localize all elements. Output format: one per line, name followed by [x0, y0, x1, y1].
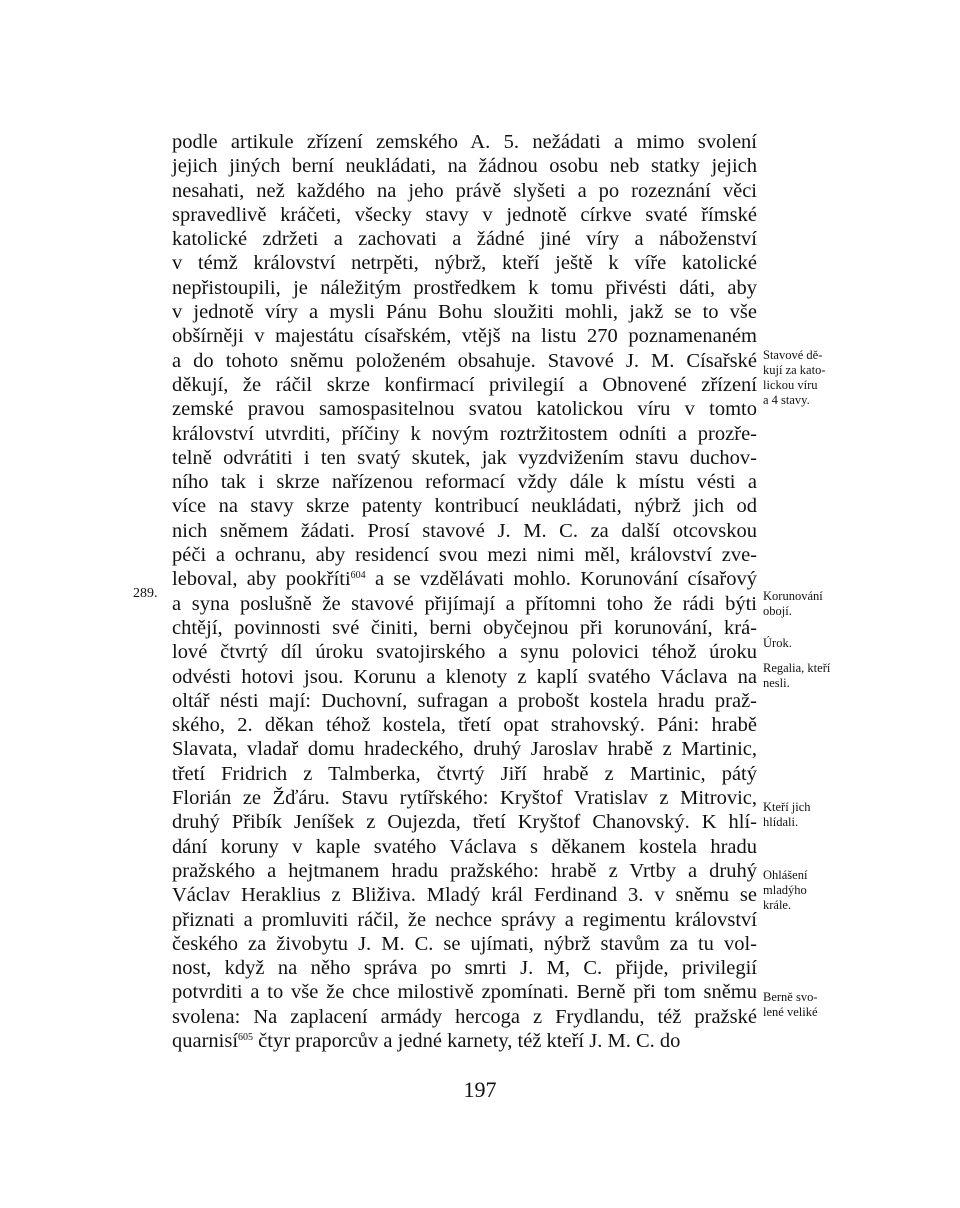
- margin-note-coronation: [763, 589, 873, 619]
- text-line: více na stavy skrze patenty kontribucí neukládati, nýbrž jich od: [172, 495, 757, 518]
- text-line: Slavata, vladař domu hradeckého, druhý Jaroslav hrabě z Martinic,: [172, 738, 757, 761]
- text-line: druhý Přibík Jeníšek z Oujezda, třetí Kryštof Chanovský. K hlí-: [172, 811, 757, 834]
- text-line: nost, když na něho správa po smrti J. M, C. přijde, privilegií: [172, 957, 757, 980]
- text-line: svolena: Na zaplacení armády hercoga z Frydlandu, též pražské: [172, 1005, 757, 1028]
- margin-note-text: Ohlášení mladýho krále.: [763, 868, 808, 912]
- line-part: leboval, aby pookříti: [172, 568, 351, 591]
- margin-note-thanks: [763, 348, 873, 408]
- margin-note-interest: [763, 636, 873, 651]
- text-line: ského, 2. děkan téhož kostela, třetí opat strahovský. Páni: hrabě: [172, 714, 757, 737]
- text-line: a do tohoto sněmu položeném obsahuje. Stavové J. M. Císařské: [172, 349, 757, 372]
- line-part: čtyr praporcův a jedné karnety, též kteří J. M. C. do: [253, 1029, 681, 1052]
- margin-note-text: Kteří jich hlídali.: [763, 800, 811, 829]
- text-line: [172, 567, 757, 591]
- text-line: zemské pravou samospasitelnou svatou katolickou víru v tomto: [172, 398, 757, 421]
- text-line: třetí Fridrich z Talmberka, čtvrtý Jiří hrabě z Martinic, pátý: [172, 762, 757, 785]
- text-line: obšírněji v majestátu císařském, vtějš na listu 270 poznamenaném: [172, 325, 757, 348]
- text-line: péči a ochranu, aby residencí svou mezi nimi měl, království zve-: [172, 544, 757, 567]
- margin-note-guards: [763, 800, 873, 830]
- margin-note-text: Korunování obojí.: [763, 589, 823, 618]
- text-line: pražského a hejtmanem hradu pražského: hrabě z Vrtby a druhý: [172, 859, 757, 882]
- text-line: přiznati a promluviti ráčil, že nechce správy a regimentu království: [172, 908, 757, 931]
- paragraph-number: 289.: [133, 586, 158, 601]
- footnote-ref: 604: [350, 570, 366, 582]
- text-line: podle artikule zřízení zemského A. 5. nežádati a mimo svolení: [172, 131, 757, 153]
- line-part: quarnisí: [172, 1029, 239, 1052]
- text-line: nepřistoupili, je náležitým prostředkem k tomu přivésti dáti, aby: [172, 276, 757, 299]
- text-line: spravedlivě kráčeti, všecky stavy v jednotě církve svaté římské: [172, 203, 757, 226]
- text-line: Václav Heraklius z Bliživa. Mladý král Ferdinand 3. v sněmu se: [172, 884, 757, 907]
- margin-note-text: Regalia, kteří nesli.: [763, 661, 831, 690]
- text-line: odvésti hotovi jsou. Korunu a klenoty z kaplí svatého Václava na: [172, 665, 757, 688]
- margin-note-announcement: [763, 868, 873, 913]
- text-line: katolické zdržeti a zachovati a žádné jiné víry a náboženství: [172, 228, 757, 251]
- text-line: jejich jiných berní neukládati, na žádnou osobu neb statky jejich: [172, 155, 757, 178]
- text-line: a syna poslušně že stavové přijímají a přítomni toho že rádi býti: [172, 592, 757, 615]
- text-line: dání koruny v kaple svatého Václava s děkanem kostela hradu: [172, 835, 757, 858]
- page-number: 197: [463, 1077, 497, 1102]
- text-line: českého za živobytu J. M. C. se ujímati, nýbrž stavům za tu vol-: [172, 932, 757, 955]
- text-line: v témž království netrpěti, nýbrž, kteří ještě k víře katolické: [172, 252, 757, 275]
- text-line: království utvrditi, příčiny k novým roztržitostem odníti a prozře-: [172, 422, 757, 445]
- margin-note-taxes: [763, 990, 873, 1020]
- text-line: nich sněmem žádati. Prosí stavové J. M. C. za další otcovskou: [172, 519, 757, 542]
- margin-note-regalia: [763, 661, 873, 691]
- text-line: nesahati, než každého na jeho právě slyšeti a po rozeznání věci: [172, 179, 757, 202]
- main-text: [172, 130, 757, 1053]
- footnote-ref: 605: [238, 1031, 254, 1043]
- text-line: děkují, že ráčil skrze konfirmací privilegií a Obnovené zřízení: [172, 373, 757, 396]
- text-line: ního tak i skrze nařízenou reformací vždy dále k místu vésti a: [172, 471, 757, 494]
- text-line: Florián ze Žďáru. Stavu rytířského: Kryštof Vratislav z Mitrovic,: [172, 787, 757, 810]
- text-line: oltář nésti mají: Duchovní, sufragan a probošt kostela hradu praž-: [172, 689, 757, 712]
- margin-note-text: Berně svo- lené veliké: [763, 990, 818, 1019]
- text-line: v jednotě víry a mysli Pánu Bohu sloužiti mohli, jakž se to vše: [172, 301, 757, 324]
- line-part: a se vzdělávati mohlo. Korunování císařový: [365, 568, 757, 591]
- text-line: potvrditi a to vše že chce milostivě zpomínati. Berně při tom sněmu: [172, 981, 757, 1004]
- margin-note-text: Úrok.: [763, 636, 792, 650]
- margin-note-text: Stavové dě- kují za kato- lickou víru a 4 stavy.: [763, 348, 826, 407]
- text-line: lové čtvrtý díl úroku svatojirského a synu polovici téhož úroku: [172, 641, 757, 664]
- text-line: telně odvrátiti i ten svatý skutek, jak vyzdvižením stavu duchov-: [172, 446, 757, 469]
- text-line: chtějí, povinnosti své činiti, berni obyčejnou při korunování, krá-: [172, 616, 757, 639]
- text-line: [172, 1029, 757, 1053]
